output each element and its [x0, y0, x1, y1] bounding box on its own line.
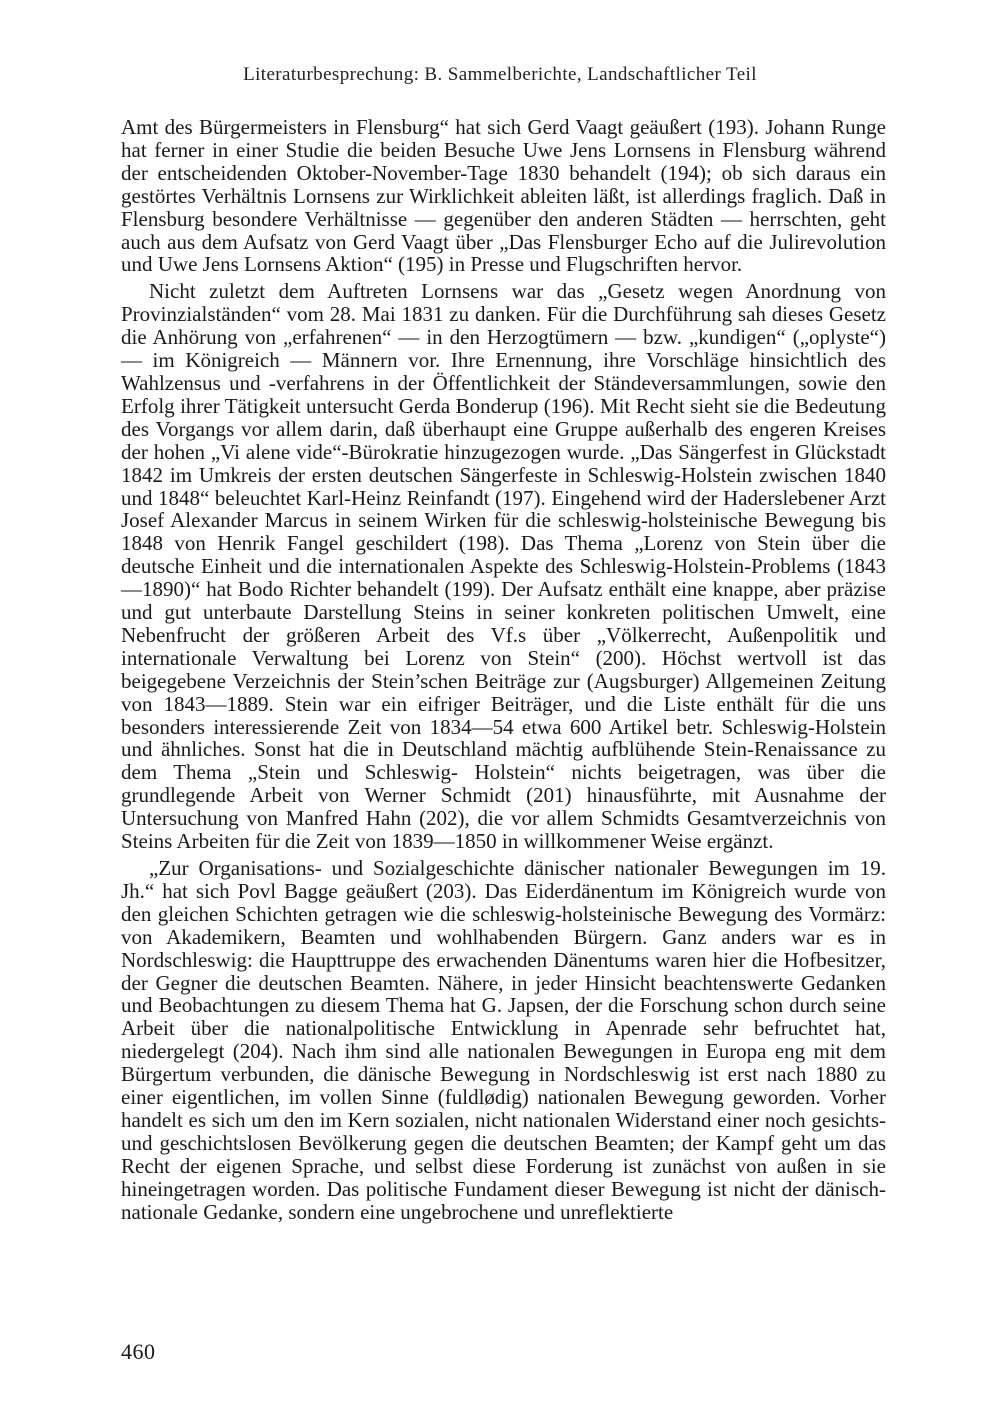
body-text [121, 116, 886, 1224]
paragraph-2: Nicht zuletzt dem Auftreten Lornsens war das „Gesetz wegen Anordnung von Provinzialständen“ vom 28. Mai 1831 zu danken. Für die Durchführung sah dieses Gesetz die Anhörung von „erfahrenen“ — in den Herzogtümern — bzw. „kundigen“ („oplyste“) — im Königreich — Männern vor. Ihre Ernennung, ihre Vorschläge hinsichtlich des Wahlzensus und -verfahrens in der Öffentlichkeit der Ständeversammlungen, sowie den Erfolg ihrer Tätigkeit untersucht Gerda Bonderup (196). Mit Recht sieht sie die Bedeutung des Vorgangs vor allem darin, daß überhaupt eine Gruppe außerhalb des engeren Kreises der hohen „Vi alene vide“-Bürokratie hinzugezogen wurde. „Das Sängerfest in Glückstadt 1842 im Umkreis der ersten deutschen Sängerfeste in Schleswig-Holstein zwischen 1840 und 1848“ beleuchtet Karl-Heinz Reinfandt (197). Eingehend wird der Haderslebener Arzt Josef Alexander Marcus in seinem Wirken für die schleswig-holsteinische Bewegung bis 1848 von Henrik Fangel geschildert (198). Das Thema „Lorenz von Stein über die deutsche Einheit und die internationalen Aspekte des Schleswig-Holstein-Problems (1843—1890)“ hat Bodo Richter behandelt (199). Der Aufsatz enthält eine knappe, aber präzise und gut unterbaute Darstellung Steins in seiner konkreten politischen Umwelt, eine Nebenfrucht der größeren Arbeit des Vf.s über „Völkerrecht, Außenpolitik und internationale Verwaltung bei Lorenz von Stein“ (200). Höchst wertvoll ist das beigegebene Verzeichnis der Stein’schen Beiträge zur (Augsburger) Allgemeinen Zeitung von 1843—1889. Stein war ein eifriger Beiträger, und die Liste enthält für die uns besonders interessierende Zeit von 1834—54 etwa 600 Artikel betr. Schleswig-Holstein und ähnliches. Sonst hat die in Deutschland mächtig aufblühende Stein-Renaissance zu dem Thema „Stein und Schleswig- Holstein“ nichts beigetragen, was über die grundlegende Arbeit von Werner Schmidt (201) hinausführte, mit Ausnahme der Untersuchung von Manfred Hahn (202), die vor allem Schmidts Gesamtverzeichnis von Steins Arbeiten für die Zeit von 1839—1850 in willkommener Weise ergänzt. [121, 279, 886, 854]
page-number: 460 [121, 1339, 156, 1364]
paragraph-1: Amt des Bürgermeisters in Flensburg“ hat sich Gerd Vaagt geäußert (193). Johann Runge hat ferner in einer Studie die beiden Besuche Uwe Jens Lornsens in Flensburg während der entscheidenden Oktober-November-Tage 1830 behandelt (194); ob sich daraus ein gestörtes Verhältnis Lornsens zur Wirklichkeit ableiten läßt, ist allerdings fraglich. Daß in Flensburg besondere Verhältnisse — gegenüber den anderen Städten — herrschten, geht auch aus dem Aufsatz von Gerd Vaagt über „Das Flensburger Echo auf die Julirevolution und Uwe Jens Lornsens Aktion“ (195) in Presse und Flugschriften hervor. [121, 115, 886, 277]
running-head: Literaturbesprechung: B. Sammelberichte, Landschaftlicher Teil [243, 64, 757, 85]
paragraph-3: „Zur Organisations- und Sozialgeschichte dänischer nationaler Bewegungen im 19. Jh.“ hat sich Povl Bagge geäußert (203). Das Eiderdänentum im Königreich wurde von den gleichen Schichten getragen wie die schleswig-holsteinische Bewegung des Vormärz: von Akademikern, Beamten und wohlhabenden Bürgern. Ganz anders war es in Nordschleswig: die Haupttruppe des erwachenden Dänentums waren hier die Hofbesitzer, der Gegner die deutschen Beamten. Nähere, in jeder Hinsicht beachtenswerte Gedanken und Beobachtungen zu diesem Thema hat G. Japsen, der die Forschung schon durch seine Arbeit über die nationalpolitische Entwicklung in Apenrade sehr befruchtet hat, niedergelegt (204). Nach ihm sind alle nationalen Bewegungen in Europa eng mit dem Bürgertum verbunden, die dänische Bewegung in Nordschleswig ist erst nach 1880 zu einer eigentlichen, im vollen Sinne (fuldlødig) nationalen Bewegung geworden. Vorher handelt es sich um den im Kern sozialen, nicht nationalen Widerstand einer noch gesichts- und geschichtslosen Bevölkerung gegen die deutschen Beamten; der Kampf geht um das Recht der eigenen Sprache, und selbst diese Forderung ist zunächst von außen in sie hineingetragen worden. Das politische Fundament dieser Bewegung ist nicht der dänisch-nationale Gedanke, sondern eine ungebrochene und unreflektierte [121, 856, 886, 1224]
